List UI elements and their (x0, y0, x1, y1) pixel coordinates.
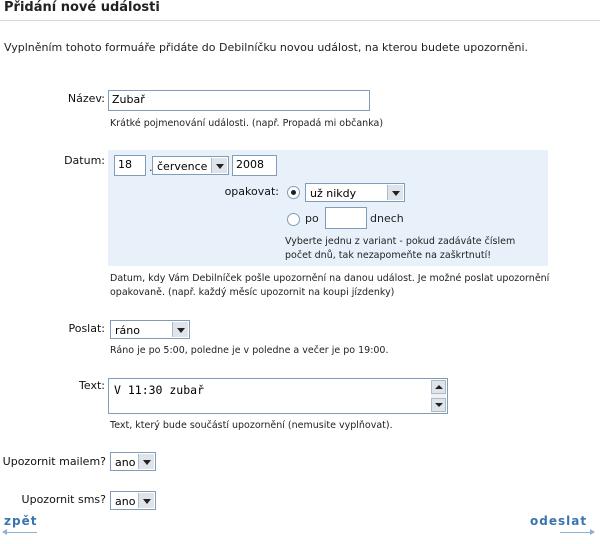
date-year-input[interactable] (232, 155, 277, 176)
chevron-down-icon[interactable] (172, 322, 188, 337)
repeat-days-radio[interactable] (287, 213, 300, 226)
date-month-value: července (157, 160, 208, 173)
name-input[interactable] (108, 90, 370, 111)
chevron-down-icon[interactable] (138, 493, 154, 508)
name-label: Název: (67, 92, 105, 105)
date-day-value: 18 (118, 158, 132, 171)
date-separator: . (149, 161, 153, 174)
mail-label: Upozornit mailem? (2, 455, 106, 468)
repeat-help-line-2: počet dnů, tak nezapomeňte na zaškrtnutí! (285, 250, 492, 261)
text-textarea-value: V 11:30 zubař (114, 383, 205, 397)
date-month-select[interactable] (152, 156, 229, 175)
arrow-left-icon (3, 532, 37, 533)
repeat-never-select[interactable] (305, 183, 405, 202)
repeat-days-suffix: dnech (370, 212, 404, 225)
date-day-input[interactable] (114, 155, 146, 176)
text-textarea[interactable] (108, 378, 448, 414)
name-input-value: Zubař (112, 93, 145, 106)
name-help: Krátké pojmenování události. (např. Propadá mi občanka) (110, 118, 384, 129)
mail-select[interactable] (110, 452, 156, 471)
repeat-label: opakovat: (224, 185, 279, 198)
repeat-help-line-1: Vyberte jednu z variant - pokud zadáváte číslem (285, 236, 516, 247)
scroll-up-icon[interactable] (431, 380, 446, 394)
back-link[interactable]: zpět (4, 514, 38, 528)
send-help: Ráno je po 5:00, poledne je v poledne a večer je po 19:00. (110, 345, 389, 356)
sms-value: ano (115, 495, 136, 508)
mail-value: ano (115, 456, 136, 469)
date-help-line-1: Datum, kdy Vám Debilníček pošle upozornění na danou událost. Je možné poslat upozornění (110, 273, 550, 284)
page-title: Přidání nové události (4, 0, 160, 15)
chevron-down-icon[interactable] (211, 158, 227, 173)
repeat-never-radio[interactable] (287, 186, 300, 199)
text-help: Text, který bude součástí upozornění (nemusite vyplňovat). (110, 420, 393, 431)
repeat-days-input[interactable] (325, 207, 367, 229)
send-select[interactable] (110, 320, 190, 339)
chevron-down-icon[interactable] (387, 185, 403, 200)
page-intro: Vyplněním tohoto formuáře přidáte do Debilníčku novou událost, na kterou budete upozorněni. (4, 41, 529, 54)
send-label: Poslat: (68, 322, 105, 335)
send-value: ráno (115, 324, 140, 337)
scroll-down-icon[interactable] (431, 398, 446, 412)
title-divider (0, 20, 600, 21)
submit-link[interactable]: odeslat (530, 514, 588, 528)
repeat-never-value: už nikdy (310, 187, 357, 200)
arrow-right-icon (560, 532, 594, 533)
repeat-po-label: po (305, 212, 319, 225)
sms-select[interactable] (110, 491, 156, 510)
date-label: Datum: (64, 154, 105, 167)
text-label: Text: (79, 379, 105, 392)
date-help-line-2: opakovaně. (např. každý měsíc upozornit na koupi jízdenky) (110, 287, 395, 298)
date-year-value: 2008 (236, 158, 264, 171)
sms-label: Upozornit sms? (21, 493, 106, 506)
textarea-scrollbar[interactable] (431, 380, 446, 412)
chevron-down-icon[interactable] (138, 454, 154, 469)
